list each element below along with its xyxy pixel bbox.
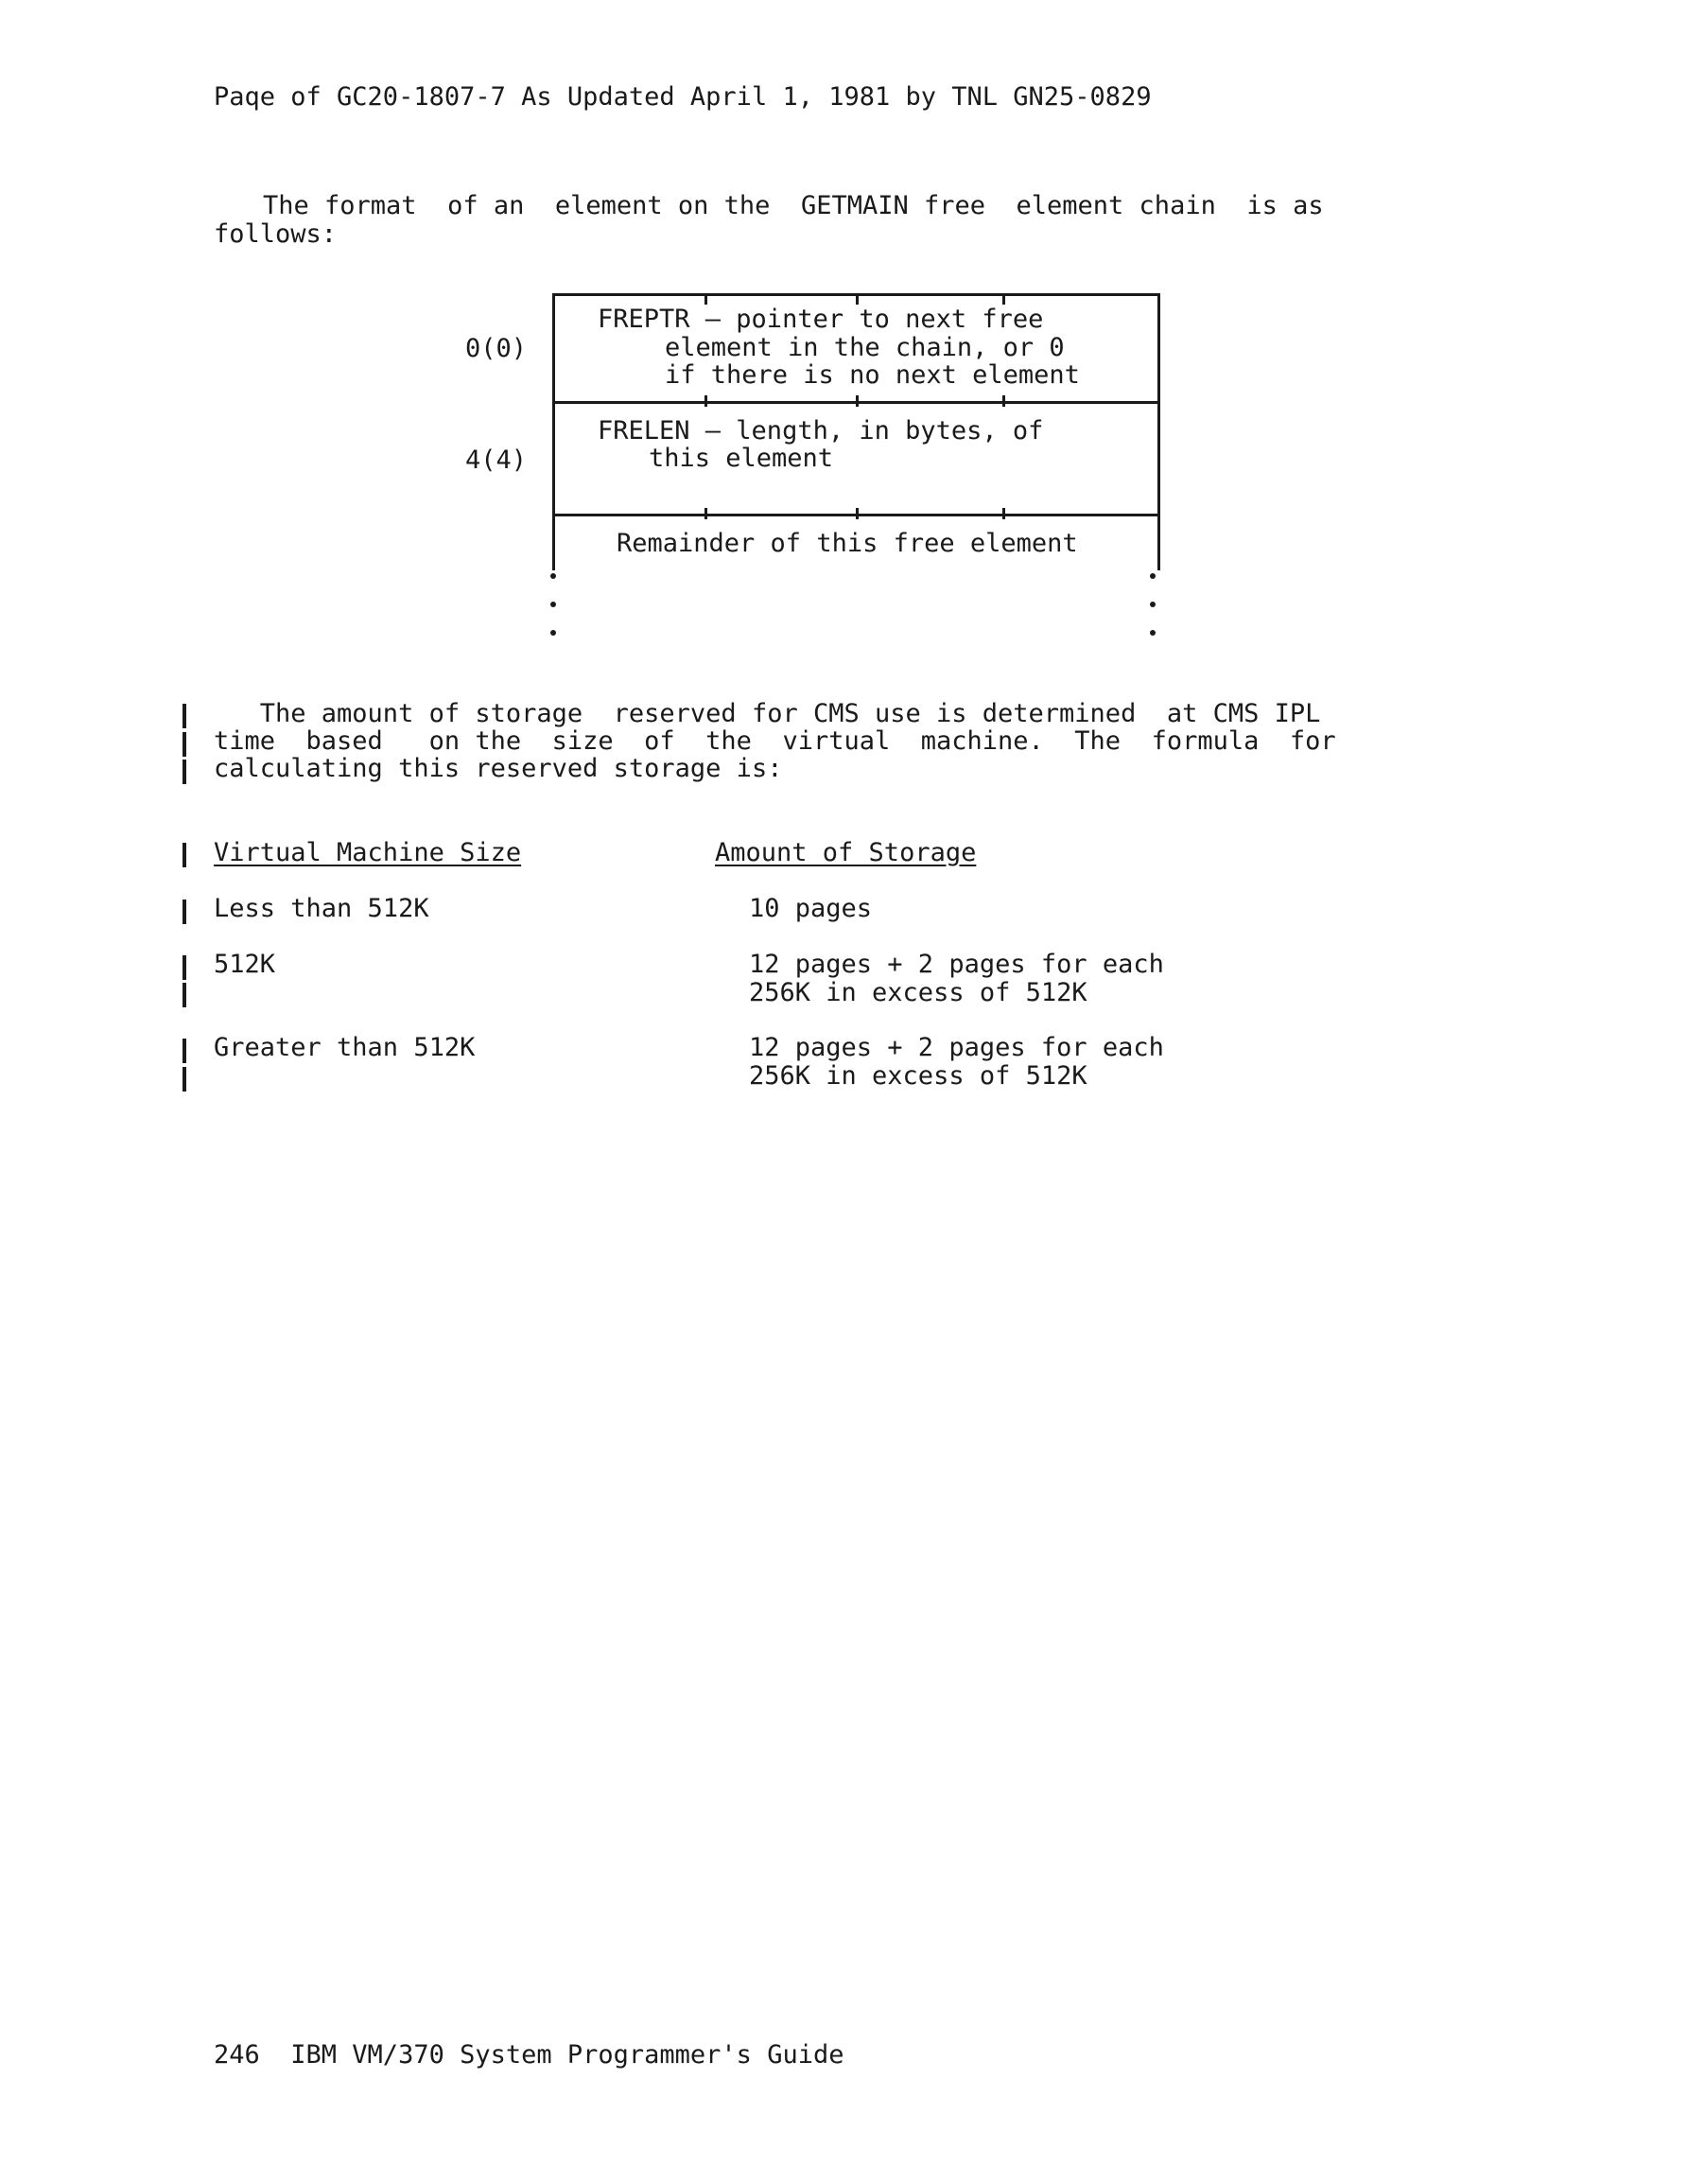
table-cell-size: Less than 512K [214, 894, 429, 923]
top-tick [856, 293, 859, 305]
continuation-dot [550, 573, 556, 579]
table-cell-size: Greater than 512K [214, 1033, 476, 1062]
para-line-1: The amount of storage reserved for CMS use is determined at CMS IPL [214, 699, 1321, 728]
divider-tick [704, 508, 707, 519]
divider-tick [1002, 395, 1005, 407]
divider-tick [704, 395, 707, 407]
top-tick [1002, 293, 1005, 305]
revision-bar [183, 760, 186, 784]
revision-bar [183, 704, 186, 728]
offset-label: 4(4) [465, 446, 528, 475]
table-cell-amount: 256K in excess of 512K [749, 978, 1087, 1007]
field-divider [552, 514, 1157, 516]
page-footer: 246 IBM VM/370 System Programmer's Guide [214, 2040, 844, 2070]
table-cell-amount: 12 pages + 2 pages for each [749, 950, 1164, 979]
para-line-2: time based on the size of the virtual machine. The formula for [214, 726, 1336, 756]
column-header-size: Virtual Machine Size [214, 838, 522, 867]
divider-tick [856, 508, 859, 519]
frelen-label: FRELEN — length, in bytes, of [598, 416, 1044, 446]
table-cell-size: 512K [214, 950, 276, 979]
para-line-3: calculating this reserved storage is: [214, 754, 783, 783]
divider-tick [856, 395, 859, 407]
continuation-dot [550, 630, 556, 636]
continuation-dot [1150, 573, 1156, 579]
revision-bar [183, 983, 186, 1007]
revision-bar [183, 955, 186, 980]
freptr-desc: element in the chain, or 0 [665, 333, 1065, 362]
table-cell-amount: 12 pages + 2 pages for each [749, 1033, 1164, 1062]
intro-line-1: The format of an element on the GETMAIN free element chain is as [263, 191, 1324, 220]
revision-bar [183, 843, 186, 867]
divider-tick [1002, 508, 1005, 519]
table-cell-amount: 256K in excess of 512K [749, 1061, 1087, 1091]
column-header-amount: Amount of Storage [715, 838, 977, 867]
remainder-label: Remainder of this free element [617, 529, 1078, 558]
revision-bar [183, 900, 186, 924]
intro-line-2: follows: [214, 219, 338, 249]
continuation-dot [550, 602, 556, 607]
top-tick [704, 293, 707, 305]
page-header: Paqe of GC20-1807-7 As Updated April 1, 1981 by TNL GN25-0829 [214, 82, 1152, 112]
continuation-dot [1150, 630, 1156, 636]
frelen-desc: this element [649, 444, 834, 473]
revision-bar [183, 1039, 186, 1063]
table-cell-amount: 10 pages [749, 894, 873, 923]
freptr-desc: if there is no next element [665, 360, 1080, 390]
field-divider [552, 401, 1157, 404]
offset-label: 0(0) [465, 334, 528, 363]
continuation-dot [1150, 602, 1156, 607]
freptr-label: FREPTR — pointer to next free [598, 305, 1044, 334]
revision-bar [183, 1067, 186, 1092]
revision-bar [183, 732, 186, 757]
